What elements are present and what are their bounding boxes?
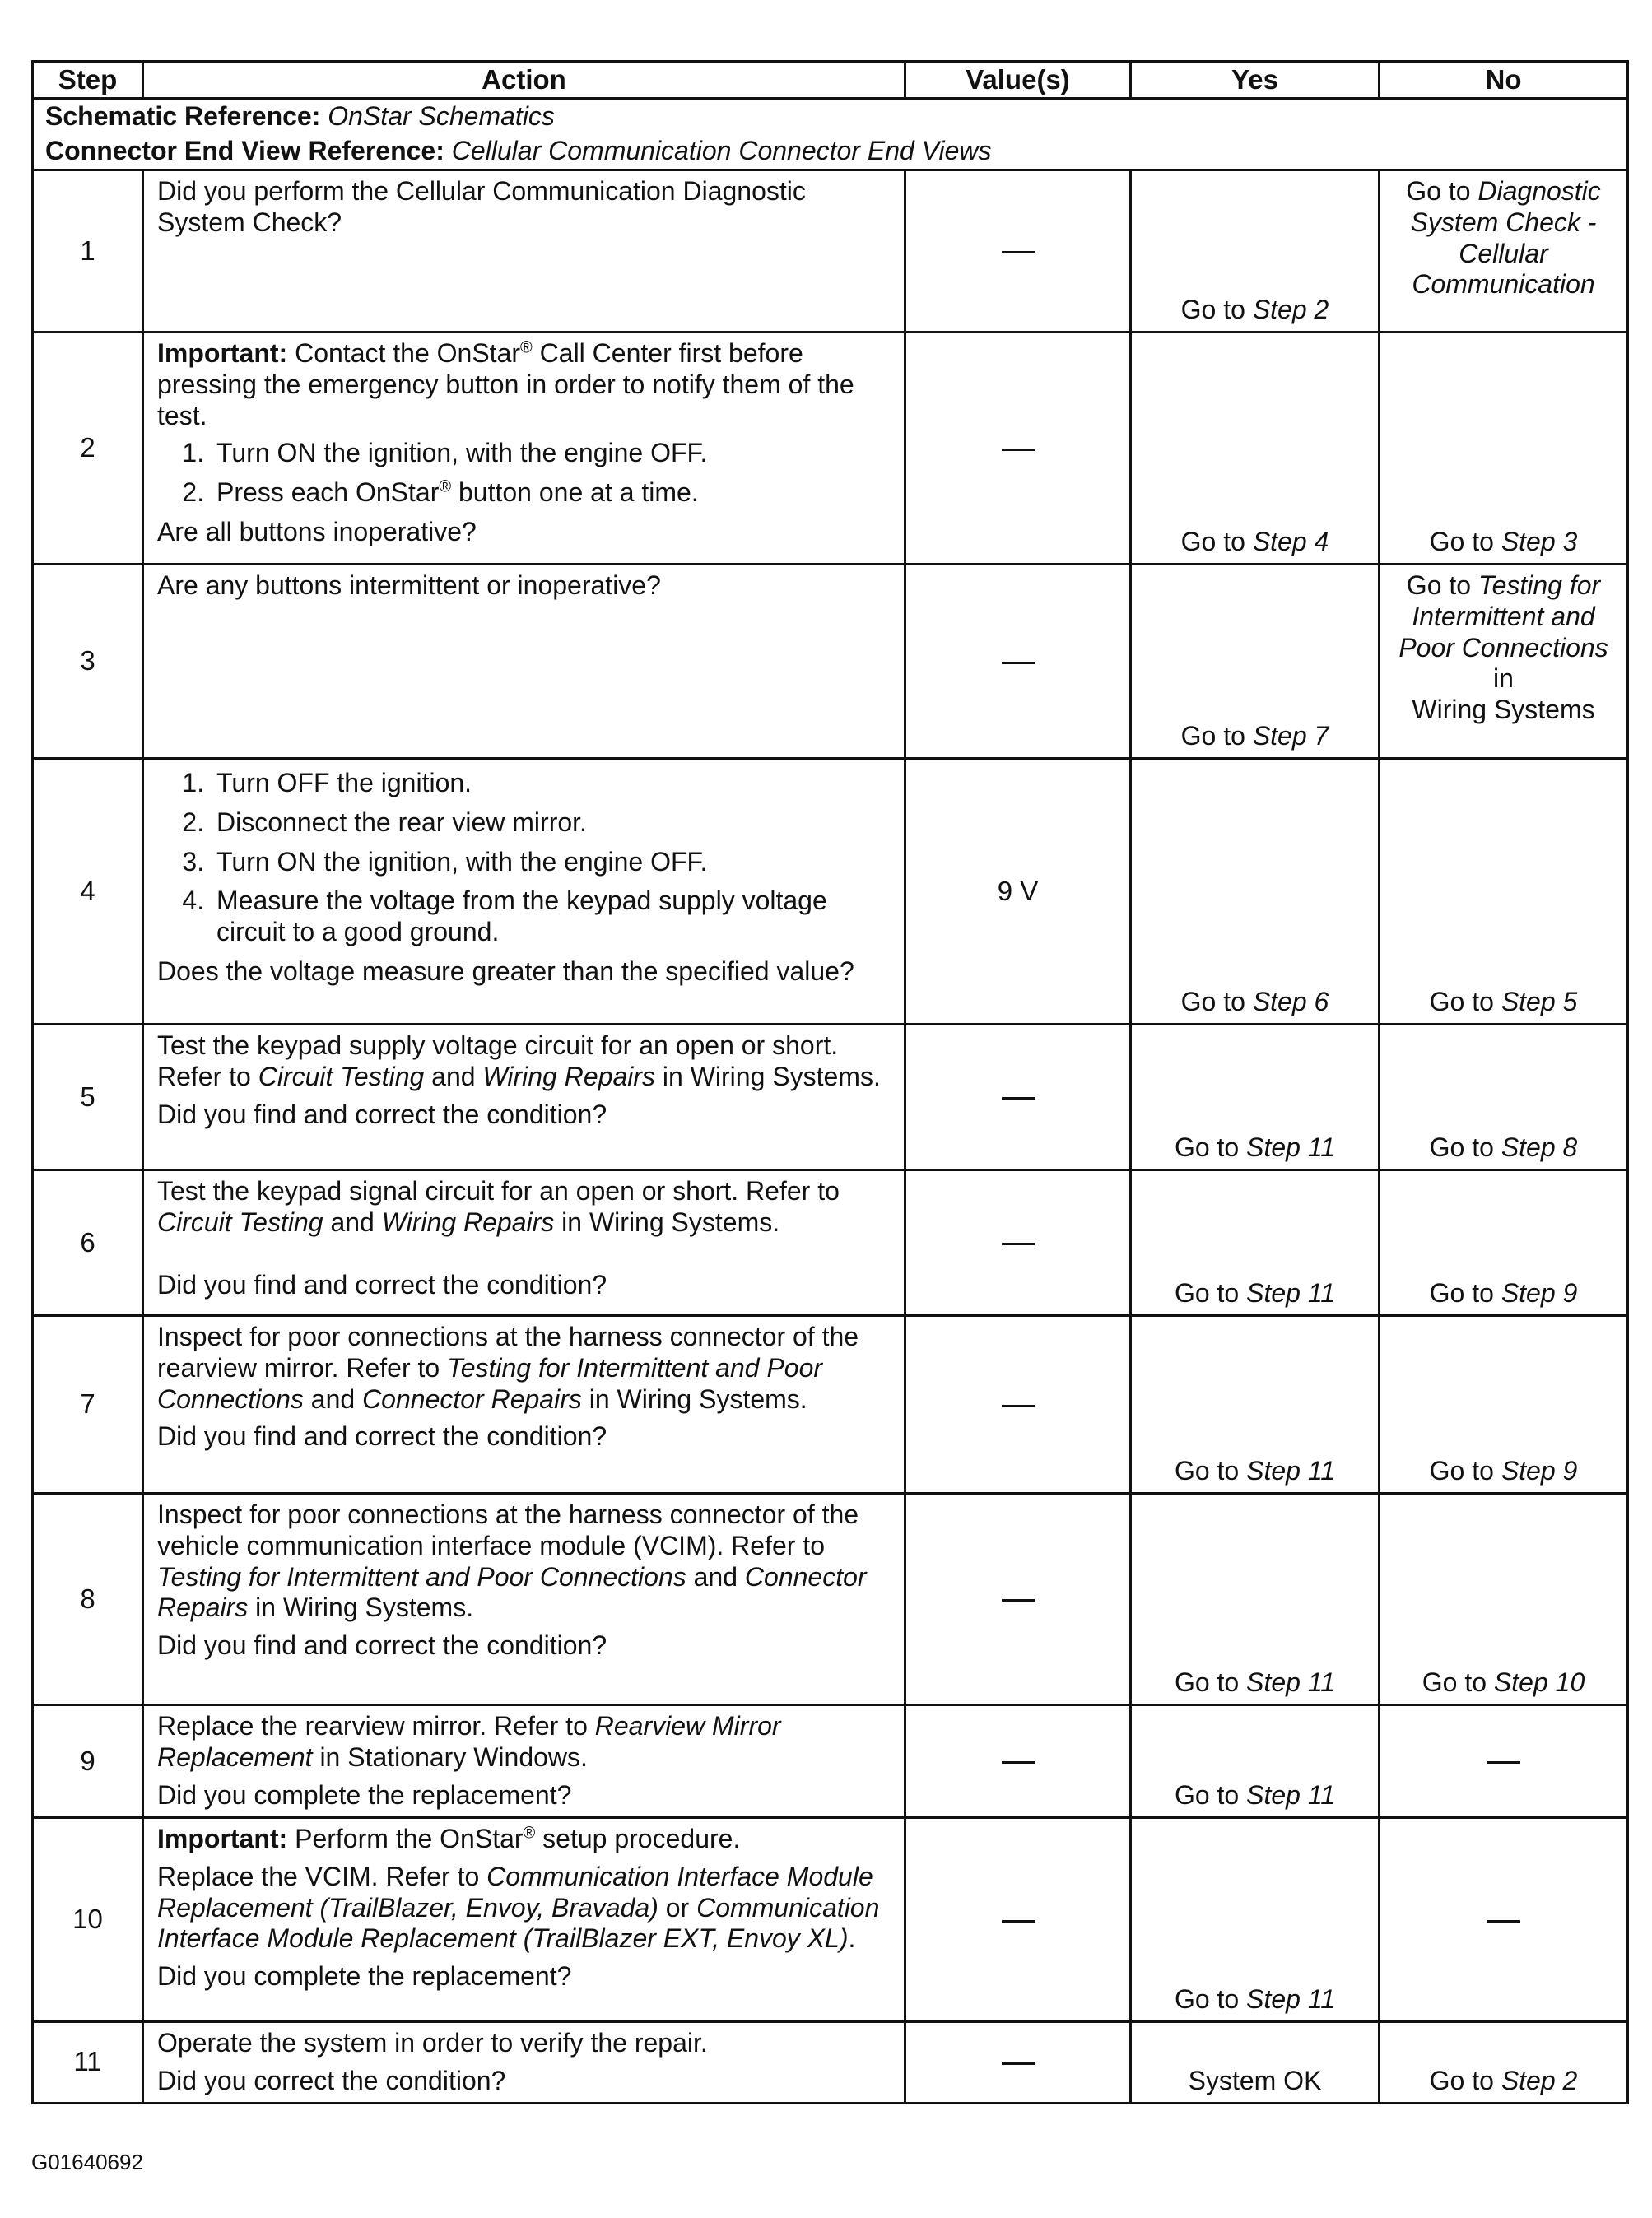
step-yes: Go to Step 11 [1131,1025,1380,1170]
registered-mark: ® [523,1824,536,1843]
action-question: Did you complete the replacement? [157,1961,572,1991]
step-link[interactable]: Step 11 [1246,1780,1336,1811]
connector-reference-row [33,134,1628,170]
step-number: 3 [33,565,143,759]
step-yes: Go to Step 2 [1131,170,1380,332]
doc-link[interactable]: Connector Repairs [362,1383,582,1414]
step-action [143,1494,905,1705]
step-value [905,2022,1131,2104]
dash-mark [1002,1097,1035,1100]
step-action [143,170,905,332]
list-item: 3. Turn ON the ignition, with the engine OFF. [212,847,891,878]
step-link[interactable]: Step 11 [1246,1667,1336,1698]
dash-mark [1002,2062,1035,2065]
step-value [905,1025,1131,1170]
step-no: Go to Step 5 [1380,759,1628,1025]
step-no: Go to Step 8 [1380,1025,1628,1170]
step-number: 2 [33,332,143,565]
schematic-reference-link[interactable]: OnStar Schematics [328,101,555,132]
step-row-11 [33,2022,1628,2104]
step-yes: Go to Step 4 [1131,332,1380,565]
step-action [143,1025,905,1170]
step-number: 9 [33,1705,143,1818]
step-link[interactable]: Step 9 [1501,1456,1578,1486]
doc-link[interactable]: Connector Repairs [157,1561,867,1623]
doc-link[interactable]: Circuit Testing [258,1061,425,1091]
step-row-10 [33,1818,1628,2022]
step-link[interactable]: Step 10 [1493,1667,1585,1698]
list-item: 4. Measure the voltage from the keypad supply voltage circuit to a good ground. [212,886,891,948]
doc-link[interactable]: Communication Interface Module Replacement (TrailBlazer, Envoy, Bravada) [157,1861,873,1923]
step-link[interactable]: Step 11 [1246,1456,1336,1486]
doc-link[interactable]: Rearview Mirror Replacement [157,1711,781,1772]
list-item: 2. Disconnect the rear view mirror. [212,807,891,839]
action-question: Are any buttons intermittent or inoperative? [157,570,661,600]
dash-mark [1002,1243,1035,1245]
step-yes: Go to Step 11 [1131,1316,1380,1494]
step-row-1 [33,170,1628,332]
step-number: 8 [33,1494,143,1705]
action-question: Did you find and correct the condition? [157,1421,607,1452]
step-row-7 [33,1316,1628,1494]
step-row-3 [33,565,1628,759]
step-link[interactable]: Step 7 [1252,721,1329,751]
action-question: Did you complete the replacement? [157,1779,572,1810]
step-yes: Go to Step 11 [1131,1494,1380,1705]
step-yes: Go to Step 7 [1131,565,1380,759]
step-number: 1 [33,170,143,332]
step-value [905,170,1131,332]
step-value [905,1705,1131,1818]
step-value [905,1316,1131,1494]
action-text: Replace the VCIM. Refer to Communication Interface Module Replacement (TrailBlazer, Envoy, Bravada) or Communication Interface Module Replacement (TrailBlazer EXT, Envoy XL). [157,1861,880,1954]
dash-mark [1002,1761,1035,1764]
connector-reference-link[interactable]: Cellular Communication Connector End Views [451,136,992,166]
step-value: 9 V [905,759,1131,1025]
step-link[interactable]: Step 2 [1252,295,1329,325]
step-number: 7 [33,1316,143,1494]
header-row [33,62,1628,99]
doc-link[interactable]: Circuit Testing [157,1207,323,1237]
procedure-list [157,768,891,948]
step-link[interactable]: Step 11 [1246,1132,1336,1163]
step-value [905,565,1131,759]
action-question: Did you find and correct the condition? [157,1099,607,1129]
step-number: 10 [33,1818,143,2022]
header-no: No [1380,62,1628,99]
list-item: 1. Turn ON the ignition, with the engine OFF. [212,438,891,469]
step-action [143,1818,905,2022]
header-values: Value(s) [905,62,1131,99]
step-link[interactable]: Diagnostic System Check - Cellular Communication [1410,176,1601,300]
step-link[interactable]: Step 11 [1246,1984,1336,2015]
step-no: Go to Diagnostic System Check - Cellular Communication [1380,170,1628,332]
list-item: 1. Turn OFF the ignition. [212,768,891,799]
dash-mark [1002,1920,1035,1923]
step-row-6 [33,1170,1628,1316]
step-action [143,2022,905,2104]
step-row-5 [33,1025,1628,1170]
step-action [143,1705,905,1818]
step-number: 6 [33,1170,143,1316]
step-number: 11 [33,2022,143,2104]
step-link[interactable]: Step 6 [1252,987,1329,1017]
action-text: Inspect for poor connections at the harness connector of the rearview mirror. Refer to Testing for Intermittent and Poor Connections and Connector Repairs in Wiring Systems. [157,1322,859,1414]
step-link[interactable]: Testing for Intermittent and Poor Connections [1398,570,1608,663]
doc-link[interactable]: Testing for Intermittent and Poor Connections [157,1561,686,1592]
dash-mark [1002,449,1035,451]
action-text: Test the keypad supply voltage circuit for an open or short. Refer to Circuit Testing and Wiring Repairs in Wiring Systems. [157,1030,881,1091]
action-question: Did you find and correct the condition? [157,1269,607,1300]
step-value [905,332,1131,565]
step-action [143,1316,905,1494]
step-no: Go to Step 3 [1380,332,1628,565]
step-row-8 [33,1494,1628,1705]
dash-mark [1002,1405,1035,1407]
step-link[interactable]: Step 9 [1501,1278,1578,1309]
action-text: Operate the system in order to verify the repair. [157,2028,708,2058]
procedure-list [157,438,891,509]
figure-code: G01640692 [31,2150,143,2174]
step-no: Go to Step 10 [1380,1494,1628,1705]
step-number: 5 [33,1025,143,1170]
step-link[interactable]: Step 11 [1246,1278,1336,1309]
dash-mark [1487,1761,1520,1764]
step-no: Go to Step 9 [1380,1170,1628,1316]
doc-link[interactable]: Communication Interface Module Replacement (TrailBlazer EXT, Envoy XL) [157,1892,880,1954]
header-step: Step [33,62,143,99]
list-item: 2. Press each OnStar® button one at a time. [212,477,891,509]
action-text: Did you perform the Cellular Communication Diagnostic System Check? [157,176,806,237]
schematic-reference-row [33,99,1628,135]
step-yes: Go to Step 11 [1131,1705,1380,1818]
important-note: Important: Perform the OnStar® setup procedure. [157,1824,741,1853]
dash-mark [1002,662,1035,664]
dash-mark [1487,1920,1520,1923]
step-row-9 [33,1705,1628,1818]
schematic-reference-label: Schematic Reference: [45,101,321,132]
action-question: Did you find and correct the condition? [157,1630,607,1660]
step-value [905,1818,1131,2022]
step-row-2 [33,332,1628,565]
step-value [905,1170,1131,1316]
diagnostic-table [31,60,1629,2104]
step-number: 4 [33,759,143,1025]
step-no [1380,1705,1628,1818]
step-action [143,759,905,1025]
step-link[interactable]: Step 3 [1501,527,1578,557]
step-yes: Go to Step 11 [1131,1818,1380,2022]
important-note: Important: Contact the OnStar® Call Center first before pressing the emergency button in order to notify them of the test. [157,338,854,430]
step-row-4 [33,759,1628,1025]
doc-link[interactable]: Testing for Intermittent and Poor Connections [157,1352,823,1414]
header-yes: Yes [1131,62,1380,99]
action-question: Did you correct the condition? [157,2065,506,2095]
action-question: Does the voltage measure greater than the specified value? [157,956,854,986]
step-action [143,565,905,759]
step-action [143,332,905,565]
action-text: Replace the rearview mirror. Refer to Rearview Mirror Replacement in Stationary Windows. [157,1711,781,1772]
header-action: Action [143,62,905,99]
step-yes: System OK [1131,2022,1380,2104]
action-question: Are all buttons inoperative? [157,516,477,546]
step-link[interactable]: Step 2 [1501,2065,1578,2095]
step-yes: Go to Step 6 [1131,759,1380,1025]
doc-link[interactable]: Wiring Repairs [482,1061,655,1091]
dash-mark [1002,1599,1035,1602]
step-link[interactable]: Step 4 [1252,527,1329,557]
step-yes: Go to Step 11 [1131,1170,1380,1316]
step-no [1380,1818,1628,2022]
step-link[interactable]: Step 8 [1501,1132,1578,1163]
step-no: Go to Testing for Intermittent and Poor Connections in Wiring Systems [1380,565,1628,759]
step-no: Go to Step 9 [1380,1316,1628,1494]
action-text: Inspect for poor connections at the harness connector of the vehicle communication interface module (VCIM). Refer to Testing for Intermittent and Poor Connections and Connector Repairs in Wiring Systems. [157,1500,867,1623]
step-value [905,1494,1131,1705]
doc-link[interactable]: Wiring Repairs [381,1207,555,1237]
dash-mark [1002,251,1035,253]
registered-mark: ® [520,338,533,357]
action-text: Test the keypad signal circuit for an open or short. Refer to Circuit Testing and Wiring Repairs in Wiring Systems. [157,1176,840,1237]
step-link[interactable]: Step 5 [1501,987,1578,1017]
step-action [143,1170,905,1316]
step-no: Go to Step 2 [1380,2022,1628,2104]
connector-reference-label: Connector End View Reference: [45,136,444,166]
